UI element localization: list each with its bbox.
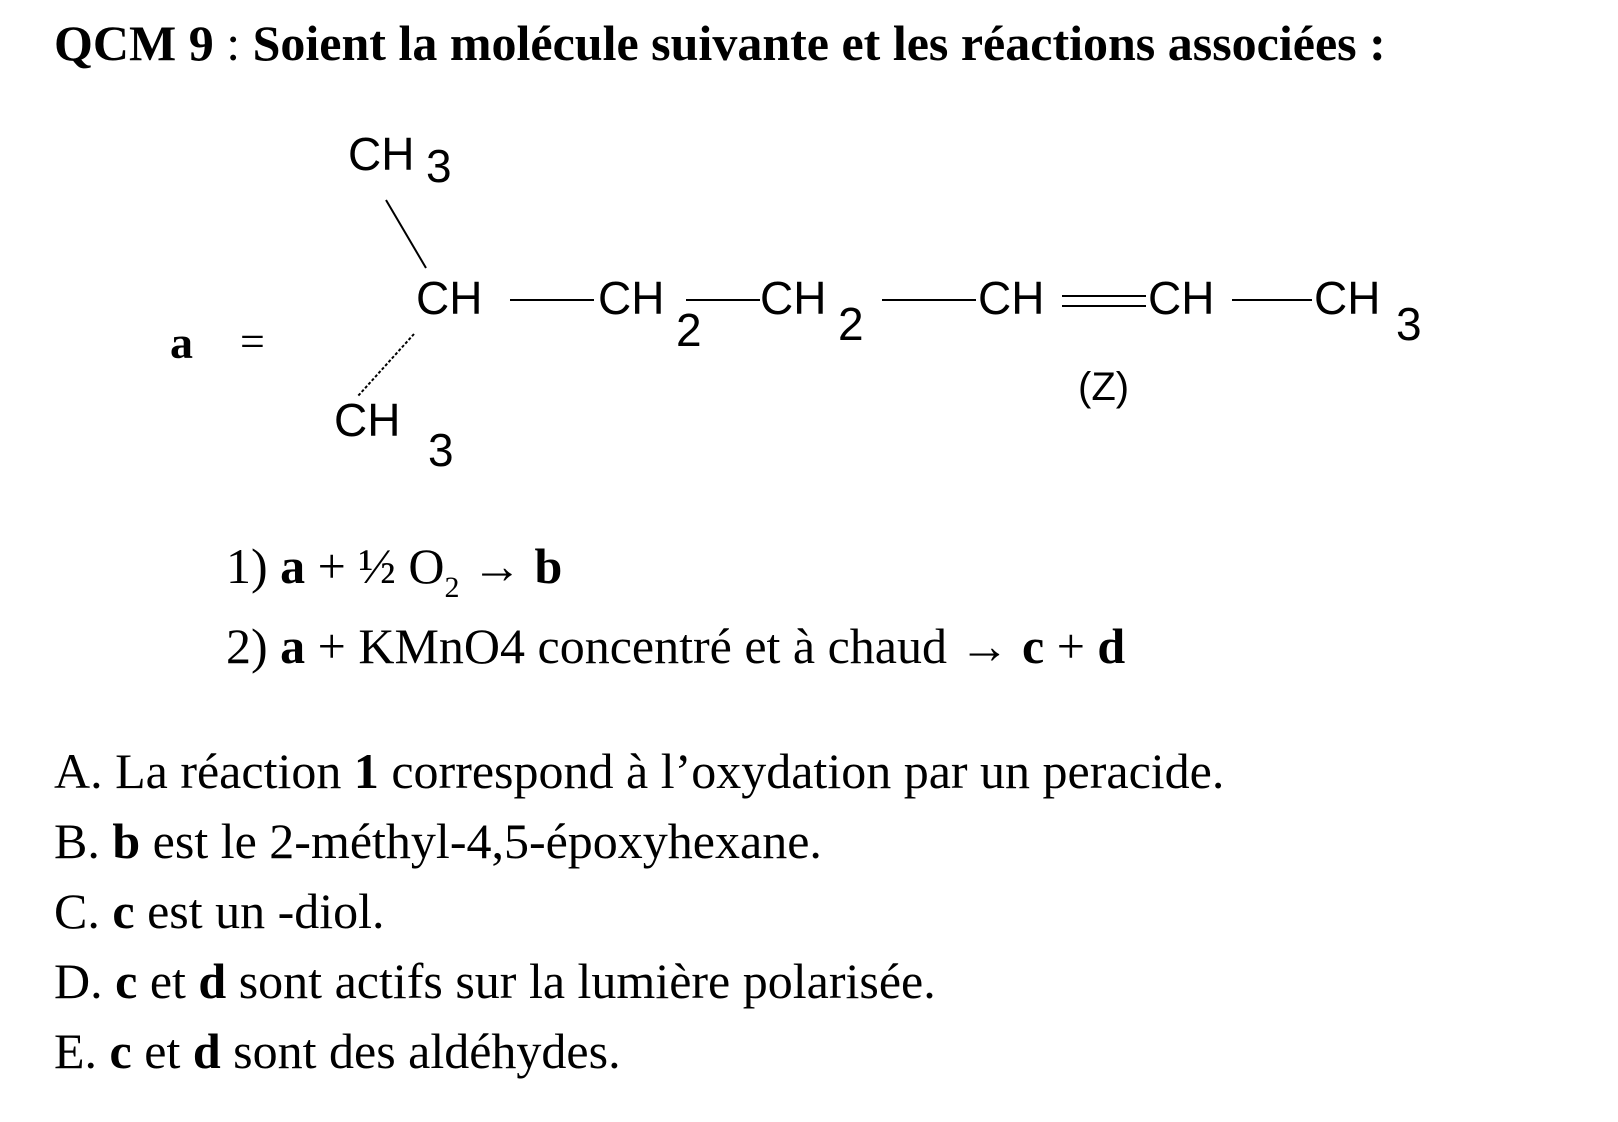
- reaction-1-number: 1): [226, 538, 281, 594]
- option-d-mid: et: [137, 953, 199, 1009]
- option-b-letter: B.: [54, 813, 113, 869]
- option-e-bold: c: [109, 1023, 132, 1079]
- molecule-name: a: [170, 317, 193, 368]
- ch2-a-sub: 2: [676, 304, 702, 356]
- terminal-methyl: CH: [1314, 272, 1381, 324]
- stereo-descriptor: (Z): [1078, 365, 1130, 409]
- option-c-text: est un -diol.: [134, 883, 385, 939]
- reaction-1-oxygen: + ½ O: [305, 538, 445, 594]
- reaction-2-number: 2): [226, 618, 281, 674]
- option-a-pre: La réaction: [115, 743, 354, 799]
- reaction-1-oxygen-sub: 2: [444, 571, 460, 604]
- ch2-b-sub: 2: [838, 298, 864, 350]
- molecule-equals: =: [240, 317, 265, 366]
- option-d-text: sont actifs sur la lumière polarisée.: [226, 953, 936, 1009]
- top-methyl-sub: 3: [426, 140, 452, 192]
- option-a-text: correspond à l’oxydation par un peracide.: [378, 743, 1225, 799]
- reaction-2-reagent: + KMnO4 concentré et à chaud →: [305, 618, 1023, 674]
- option-e[interactable]: [54, 1016, 1224, 1086]
- option-b-text: est le 2-méthyl-4,5-époxyhexane.: [140, 813, 822, 869]
- option-c-bold: c: [112, 883, 135, 939]
- option-a-bold: 1: [353, 743, 379, 799]
- top-methyl: CH: [348, 128, 415, 180]
- option-e-text: sont des aldéhydes.: [220, 1023, 621, 1079]
- option-d-bold: c: [115, 953, 138, 1009]
- reaction-2-product-d: d: [1097, 618, 1126, 674]
- terminal-methyl-sub: 3: [1396, 298, 1422, 350]
- ch2-a: CH: [598, 272, 665, 324]
- reaction-1-reactant: a: [280, 538, 306, 594]
- reactions-list: [226, 530, 1125, 682]
- option-b[interactable]: [54, 806, 1224, 876]
- option-d-bold2: d: [198, 953, 227, 1009]
- bottom-methyl-sub: 3: [428, 424, 454, 476]
- option-c[interactable]: [54, 876, 1224, 946]
- branch-ch: CH: [416, 272, 483, 324]
- reaction-2-plus: +: [1044, 618, 1098, 674]
- answer-options: [54, 736, 1224, 1086]
- reaction-1: [226, 530, 1125, 610]
- option-d-letter: D.: [54, 953, 116, 1009]
- option-c-letter: C.: [54, 883, 113, 939]
- alkene-ch-2: CH: [1148, 272, 1215, 324]
- title-colon: :: [213, 15, 253, 71]
- alkene-ch-1: CH: [978, 272, 1045, 324]
- option-a-letter: A.: [54, 743, 116, 799]
- question-text: Soient la molécule suivante et les réactions associées :: [252, 15, 1386, 71]
- option-b-bold: b: [112, 813, 141, 869]
- option-a[interactable]: [54, 736, 1224, 806]
- bottom-methyl: CH: [334, 394, 401, 446]
- reaction-2: [226, 610, 1125, 682]
- reaction-2-product-c: c: [1022, 618, 1045, 674]
- option-e-letter: E.: [54, 1023, 110, 1079]
- reaction-2-reactant: a: [280, 618, 306, 674]
- ch2-b: CH: [760, 272, 827, 324]
- reaction-1-arrow: →: [459, 538, 535, 594]
- bond-bottom-methyl: [358, 334, 414, 396]
- option-e-mid: et: [131, 1023, 193, 1079]
- option-e-bold2: d: [192, 1023, 221, 1079]
- bond-top-methyl: [386, 200, 426, 268]
- option-d[interactable]: [54, 946, 1224, 1016]
- question-number: QCM 9: [54, 15, 214, 71]
- reaction-1-product: b: [534, 538, 563, 594]
